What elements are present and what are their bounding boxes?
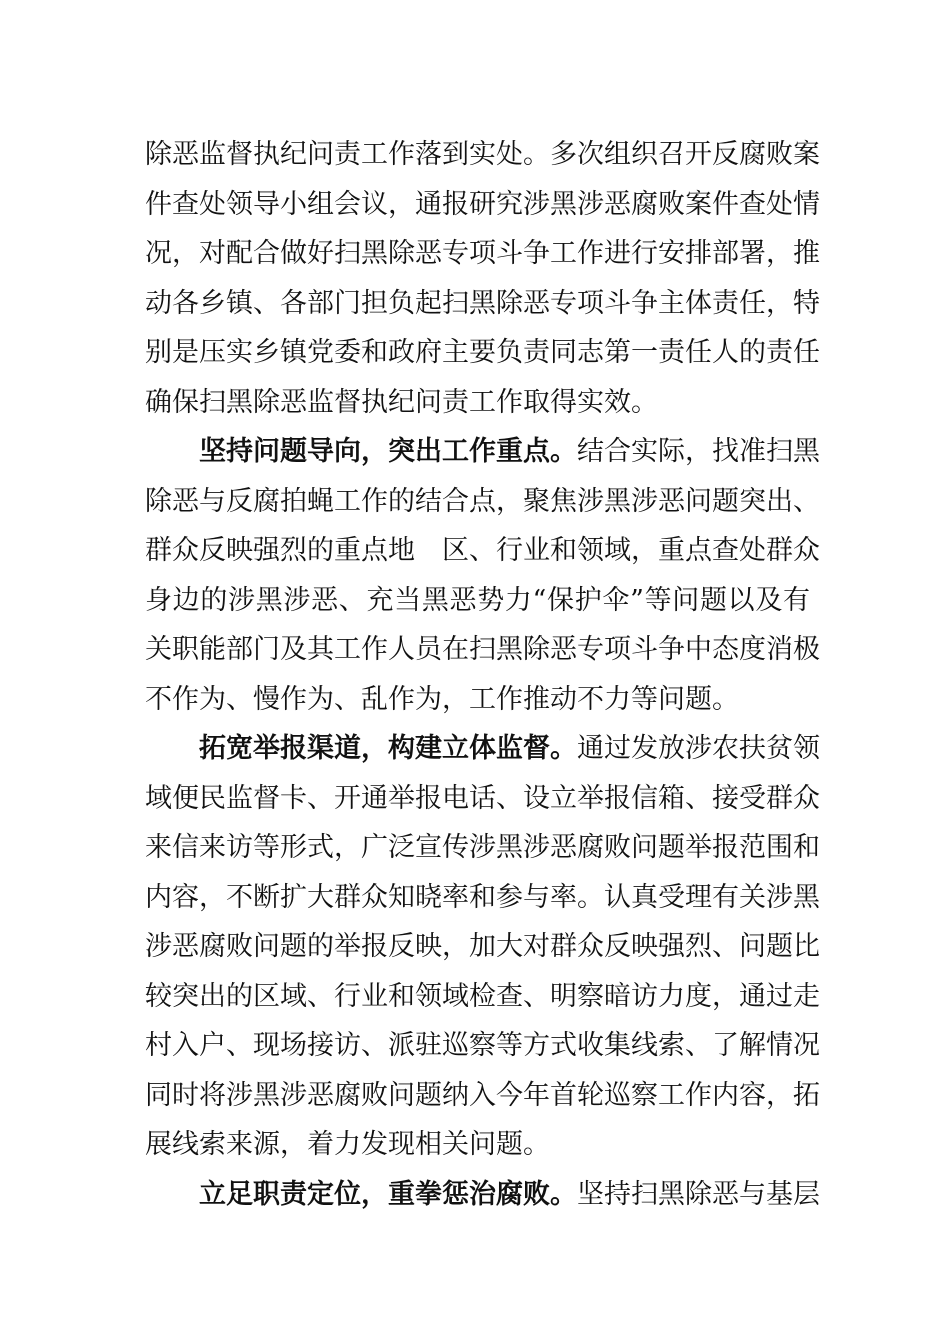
line-text: 群众反映强烈的重点地 区、行业和领域，重点查处群众 bbox=[145, 535, 820, 566]
line-text: 域便民监督卡、开通举报电话、设立举报信箱、接受群众 bbox=[145, 782, 820, 814]
text-line bbox=[145, 675, 810, 725]
body-text bbox=[145, 130, 820, 1219]
line-text: 身边的涉黑涉恶、充当黑恶势力“保护伞”等问题以及有 bbox=[145, 584, 810, 616]
text-line bbox=[145, 972, 820, 1022]
text-line bbox=[145, 576, 810, 626]
line-text: 动各乡镇、各部门担负起扫黑除恶专项斗争主体责任，特 bbox=[145, 287, 820, 319]
text-line bbox=[145, 279, 820, 329]
line-text: 关职能部门及其工作人员在扫黑除恶专项斗争中态度消极 bbox=[145, 634, 820, 665]
text-line bbox=[145, 130, 820, 180]
line-text: 除恶与反腐拍蝇工作的结合点，聚焦涉黑涉恶问题突出、 bbox=[145, 485, 820, 517]
paragraph-lead: 拓宽举报渠道，构建立体监督。 bbox=[199, 733, 577, 764]
text-line bbox=[145, 823, 820, 873]
line-text: 况，对配合做好扫黑除恶专项斗争工作进行安排部署，推 bbox=[145, 238, 820, 269]
line-text: 同时将涉黑涉恶腐败问题纳入今年首轮巡察工作内容，拓 bbox=[145, 1079, 820, 1111]
paragraph-heading-line bbox=[145, 724, 820, 774]
text-line bbox=[145, 180, 820, 230]
line-text: 不作为、慢作为、乱作为，工作推动不力等问题。 bbox=[145, 683, 739, 715]
line-text: 涉恶腐败问题的举报反映，加大对群众反映强烈、问题比 bbox=[145, 931, 820, 962]
text-line bbox=[145, 1021, 820, 1071]
text-line bbox=[145, 526, 820, 576]
text-line bbox=[145, 229, 820, 279]
line-text: 除恶监督执纪问责工作落到实处。多次组织召开反腐败案 bbox=[145, 139, 820, 170]
paragraph-heading-line bbox=[145, 427, 820, 477]
paragraph-heading-line bbox=[145, 1170, 820, 1220]
text-line bbox=[145, 328, 820, 378]
text-line bbox=[145, 922, 820, 972]
line-text: 确保扫黑除恶监督执纪问责工作取得实效。 bbox=[145, 386, 658, 418]
line-text: 别是压实乡镇党委和政府主要负责同志第一责任人的责任 bbox=[145, 337, 820, 368]
text-line bbox=[145, 378, 810, 428]
line-text: 通过发放涉农扶贫领 bbox=[577, 733, 820, 764]
paragraph-lead: 坚持问题导向，突出工作重点。 bbox=[199, 436, 577, 467]
text-line bbox=[145, 1120, 810, 1170]
line-text: 坚持扫黑除恶与基层 bbox=[577, 1178, 820, 1210]
text-line bbox=[145, 625, 820, 675]
line-text: 村入户、现场接访、派驻巡察等方式收集线索、了解情况 bbox=[145, 1030, 820, 1061]
text-line bbox=[145, 1071, 820, 1121]
text-line bbox=[145, 774, 820, 824]
line-text: 内容，不断扩大群众知晓率和参与率。认真受理有关涉黑 bbox=[145, 881, 820, 913]
line-text: 展线索来源，着力发现相关问题。 bbox=[145, 1129, 550, 1160]
line-text: 较突出的区域、行业和领域检查、明察暗访力度，通过走 bbox=[145, 980, 820, 1012]
text-line bbox=[145, 873, 820, 923]
text-line bbox=[145, 477, 820, 527]
paragraph-lead: 立足职责定位，重拳惩治腐败。 bbox=[199, 1178, 577, 1210]
line-text: 结合实际，找准扫黑 bbox=[577, 436, 820, 467]
line-text: 件查处领导小组会议，通报研究涉黑涉恶腐败案件查处情 bbox=[145, 188, 820, 220]
line-text: 来信来访等形式，广泛宣传涉黑涉恶腐败问题举报范围和 bbox=[145, 832, 820, 863]
